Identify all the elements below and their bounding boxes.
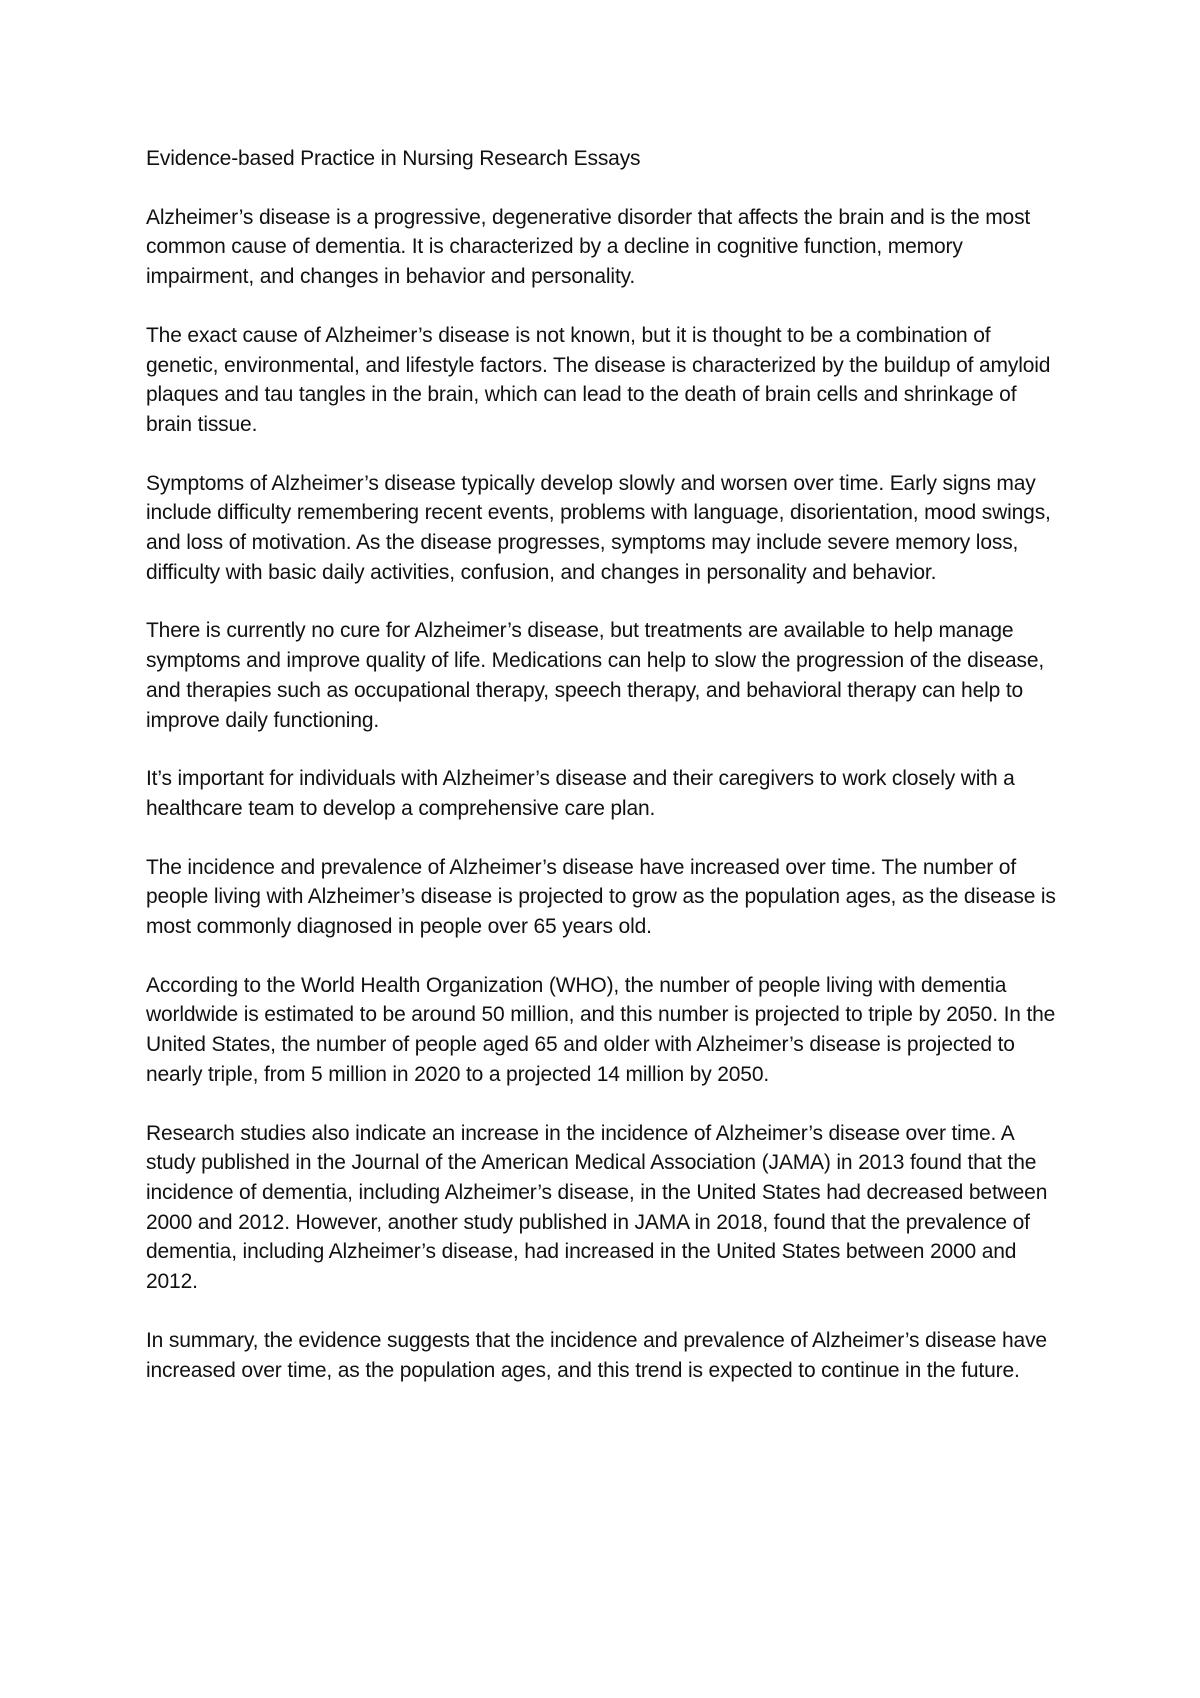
paragraph-who-statistics: According to the World Health Organization (WHO), the number of people living with dementia worldwide is estimated to be around 50 million, and this number is projected to triple by 2050. In the United States, the number of people aged 65 and older with Alzheimer’s disease is projected to nearly triple, from 5 million in 2020 to a projected 14 million by 2050. [146,973,1056,1086]
paragraph-symptoms: Symptoms of Alzheimer’s disease typically develop slowly and worsen over time. Early signs may include difficulty remembering recent events, problems with language, disorientation, mood swings, and loss of motivation. As the disease progresses, symptoms may include severe memory loss, difficulty with basic daily activities, confusion, and changes in personality and behavior. [146,471,1051,584]
paragraph-incidence: The incidence and prevalence of Alzheimer’s disease have increased over time. The number of people living with Alzheimer’s disease is projected to grow as the population ages, as the disease is most commonly diagnosed in people over 65 years old. [146,855,1056,939]
paragraph-treatment: There is currently no cure for Alzheimer’s disease, but treatments are available to help manage symptoms and improve quality of life. Medications can help to slow the progression of the disease, and therapies such as occupational therapy, speech therapy, and behavioral therapy can help to improve daily functioning. [146,619,1045,732]
document-body [146,144,1066,1414]
paragraph-causes: The exact cause of Alzheimer’s disease is not known, but it is thought to be a combination of genetic, environmental, and lifestyle factors. The disease is characterized by the buildup of amyloid plaques and tau tangles in the brain, which can lead to the death of brain cells and shrinkage of brain tissue. [146,323,1051,436]
document-title: Evidence-based Practice in Nursing Research Essays [146,147,641,170]
paragraph-care-plan: It’s important for individuals with Alzheimer’s disease and their caregivers to work closely with a healthcare team to develop a comprehensive care plan. [146,767,1015,820]
paragraph-definition: Alzheimer’s disease is a progressive, degenerative disorder that affects the brain and is the most common cause of dementia. It is characterized by a decline in cognitive function, memory impairment, and changes in behavior and personality. [146,205,1031,289]
paragraph-research-studies: Research studies also indicate an increase in the incidence of Alzheimer’s disease over time. A study published in the Journal of the American Medical Association (JAMA) in 2013 found that the incidence of dementia, including Alzheimer’s disease, in the United States had decreased between 2000 and 2012. However, another study published in JAMA in 2018, found that the prevalence of dementia, including Alzheimer’s disease, had increased in the United States between 2000 and 2012. [146,1121,1048,1294]
paragraph-summary: In summary, the evidence suggests that the incidence and prevalence of Alzheimer’s disease have increased over time, as the population ages, and this trend is expected to continue in the future. [146,1328,1047,1382]
